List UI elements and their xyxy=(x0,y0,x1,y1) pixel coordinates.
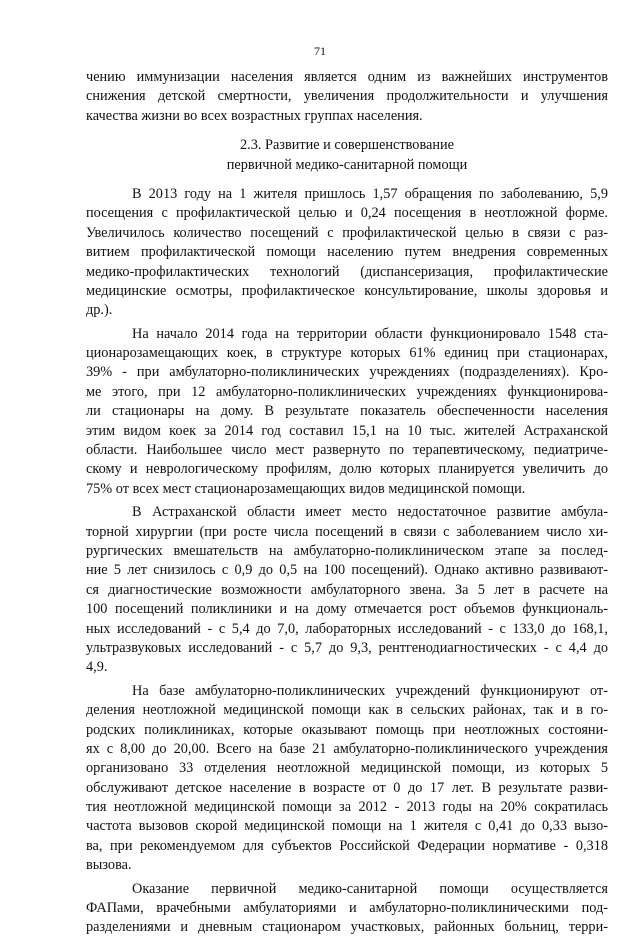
text-line: ных исследований - с 5,4 до 7,0, лабораторных исследований - с 133,0 до 168,1, xyxy=(86,620,608,637)
text-line: области. Наибольшее число мест развернуто по терапевтическому, педиатриче- xyxy=(86,442,608,459)
text-line: организовано 33 отделения неотложной медицинской помощи, из которых 5 xyxy=(86,760,608,777)
text-line: обслуживают детское население в возрасте от 0 до 17 лет. В результате разви- xyxy=(86,779,608,796)
text-line: На начало 2014 года на территории области функционировало 1548 ста- xyxy=(132,325,608,342)
text-line: родских поликлиниках, которые оказывают помощь при неотложных состояни- xyxy=(86,721,608,738)
text-line: 75% от всех мест стационарозамещающих видов медицинской помощи. xyxy=(86,480,526,497)
text-line: ва, при рекомендуемом для субъектов Российской Федерации нормативе - 0,318 xyxy=(86,837,608,854)
section-heading xyxy=(86,136,608,175)
heading-line: 2.3. Развитие и совершенствование xyxy=(239,137,455,154)
paragraph xyxy=(86,880,608,938)
text-line: тия неотложной медицинской помощи за 2012 - 2013 годы на 20% сократилась xyxy=(86,799,608,816)
text-line: Увеличилось количество посещений с профилактической целью в связи с раз- xyxy=(86,224,608,241)
text-line: 39% - при амбулаторно-поликлинических учреждениях (подразделениях). Кро- xyxy=(86,364,608,381)
page-number: 71 xyxy=(314,44,326,58)
text-line: снижения детской смертности, увеличения продолжительности и улучшения xyxy=(86,88,608,105)
intro-paragraph xyxy=(86,68,608,126)
text-line: вызова. xyxy=(86,857,132,874)
paragraph xyxy=(86,185,608,321)
text-line: этим видом коек за 2014 год составил 15,1 на 10 тыс. жителей Астраханской xyxy=(86,422,608,439)
text-line: В 2013 году на 1 жителя пришлось 1,57 обращения по заболеванию, 5,9 xyxy=(132,185,608,202)
text-line: ся диагностические возможности амбулаторного звена. За 5 лет в расчете на xyxy=(86,581,608,598)
text-line: 100 посещений поликлиники и на дому отмечается рост объемов функциональ- xyxy=(86,601,608,618)
spacer xyxy=(86,175,608,185)
text-line: ционарозамещающих коек, в структуре которых 61% единиц при стационарах, xyxy=(86,345,608,362)
text-line: рургических вмешательств на амбулаторно-поликлиническом этапе за послед- xyxy=(86,542,608,559)
text-line: На базе амбулаторно-поликлинических учреждений функционируют от- xyxy=(132,682,608,699)
text-line: посещения с профилактической целью и 0,24 посещения в неотложной форме. xyxy=(86,205,608,222)
paragraph xyxy=(86,503,608,678)
text-line: медицинские осмотры, профилактическое консультирование, школы здоровья и xyxy=(86,282,608,299)
text-line: качества жизни во всех возрастных группах населения. xyxy=(86,107,423,124)
text-line: скому и неврологическому профилям, долю которых планируется увеличить до xyxy=(86,461,608,478)
text-line: разделениями и дневным стационаром участковых, районных больниц, терри- xyxy=(86,919,608,936)
paragraph xyxy=(86,682,608,876)
text-line: деления неотложной медицинской помощи как в сельских районах, так и в го- xyxy=(86,702,608,719)
text-line: ультразвуковых исследований - с 5,7 до 9,3, рентгенодиагностических - с 4,4 до xyxy=(86,639,608,656)
text-line: ФАПами, врачебными амбулаториями и амбулаторно-поликлиническими под- xyxy=(86,900,608,917)
text-line: ли стационары на дому. В результате показатель обеспеченности населения xyxy=(86,403,608,420)
text-line: ях с 8,00 до 20,00. Всего на базе 21 амбулаторно-поликлинического учреждения xyxy=(86,740,608,757)
text-line: др.). xyxy=(86,302,113,319)
text-line: 4,9. xyxy=(86,659,108,676)
text-line: торной хирургии (при росте числа посещений в связи с заболеванием число хи- xyxy=(86,523,608,540)
spacer xyxy=(86,126,608,136)
page-body xyxy=(86,68,608,938)
text-line: медико-профилактических технологий (диспансеризация, профилактические xyxy=(86,263,608,280)
text-line: Оказание первичной медико-санитарной помощи осуществляется xyxy=(132,880,608,897)
text-line: В Астраханской области имеет место недостаточное развитие амбула- xyxy=(132,504,608,521)
text-line: витием профилактической помощи населению путем внедрения современных xyxy=(86,244,608,261)
text-line: частота вызовов скорой медицинской помощи на 1 жителя с 0,41 до 0,33 вызо- xyxy=(86,818,608,835)
heading-line: первичной медико-санитарной помощи xyxy=(226,156,468,173)
text-line: ме этого, при 12 амбулаторно-поликлинических учреждениях функционирова- xyxy=(86,383,608,400)
text-line: ние 5 лет снизилось с 0,9 до 0,5 на 100 посещений). Однако активно развивают- xyxy=(86,562,608,579)
paragraph xyxy=(86,325,608,500)
text-line: чению иммунизации населения является одним из важнейших инструментов xyxy=(86,69,608,85)
